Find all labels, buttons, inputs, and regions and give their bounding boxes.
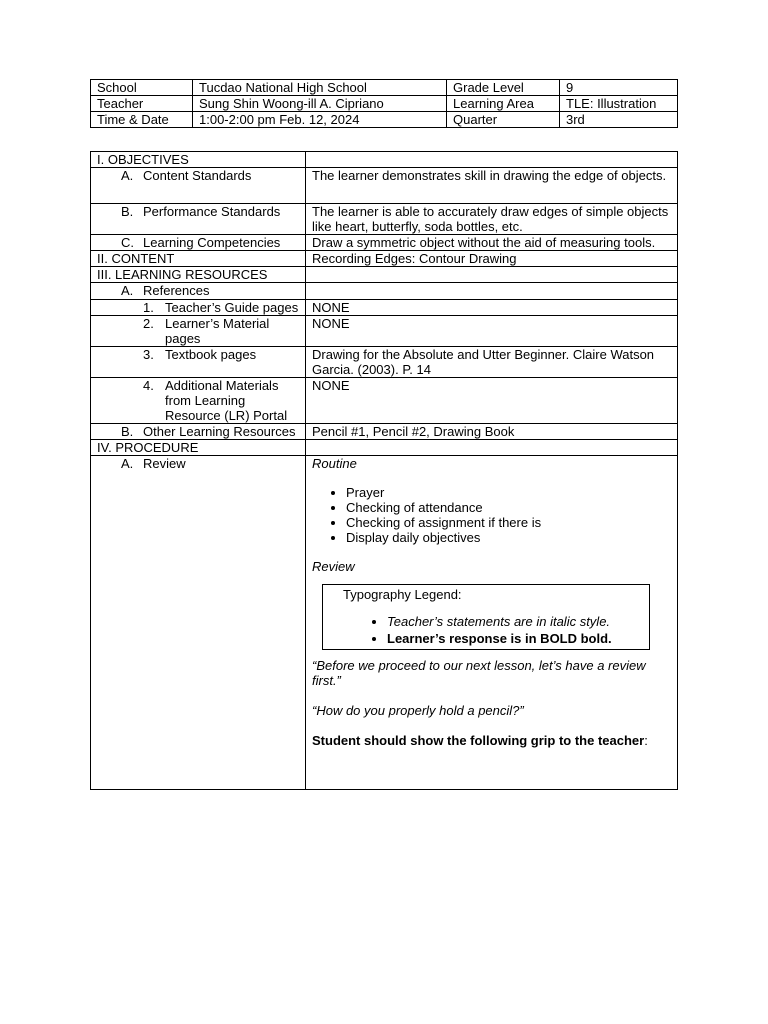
row-additional-materials	[91, 378, 678, 424]
textbook-value: Drawing for the Absolute and Utter Beginner. Claire Watson Garcia. (2003). P. 14	[306, 347, 678, 378]
header-row-school	[91, 80, 678, 96]
content-standards-letter: A.	[121, 168, 134, 183]
legend-italic-item: • Teacher’s statements are in italic style.	[387, 613, 649, 630]
additional-materials-num: 4.	[143, 378, 154, 393]
content-heading: II. CONTENT	[91, 251, 306, 267]
performance-standards-label: Performance Standards	[143, 204, 281, 219]
legend-list	[323, 613, 649, 647]
learning-competencies-value: Draw a symmetric object without the aid of measuring tools.	[306, 235, 678, 251]
row-other-resources	[91, 424, 678, 440]
textbook-num: 3.	[143, 347, 154, 362]
row-objectives	[91, 152, 678, 168]
routine-item: • Prayer	[346, 485, 671, 500]
performance-standards-value: The learner is able to accurately draw edges of simple objects like heart, butterfly, soda bottles, etc.	[306, 204, 678, 235]
header-row-time	[91, 112, 678, 128]
grade-level-value: 9	[560, 80, 678, 96]
row-review	[91, 456, 678, 790]
learning-area-label: Learning Area	[447, 96, 560, 112]
school-value: Tucdao National High School	[193, 80, 447, 96]
other-resources-value: Pencil #1, Pencil #2, Drawing Book	[306, 424, 678, 440]
header-row-teacher	[91, 96, 678, 112]
references-letter: A.	[121, 283, 134, 298]
row-teachers-guide	[91, 300, 678, 316]
content-standards-value: The learner demonstrates skill in drawing the edge of objects.	[306, 168, 678, 204]
row-content	[91, 251, 678, 267]
review-content	[306, 456, 678, 790]
teachers-guide-value: NONE	[306, 300, 678, 316]
row-performance-standards	[91, 204, 678, 235]
review-label: Review	[143, 456, 186, 471]
routine-item: • Checking of attendance	[346, 500, 671, 515]
teacher-label: Teacher	[91, 96, 193, 112]
grip-instruction	[312, 733, 671, 748]
grip-instruction-colon: :	[644, 733, 648, 748]
performance-standards-letter: B.	[121, 204, 134, 219]
learners-material-label: Learner’s Material pages	[165, 316, 270, 346]
row-learning-competencies	[91, 235, 678, 251]
lesson-plan-table	[90, 151, 678, 790]
quarter-label: Quarter	[447, 112, 560, 128]
procedure-heading: IV. PROCEDURE	[91, 440, 306, 456]
typography-legend-box	[322, 584, 650, 650]
row-procedure	[91, 440, 678, 456]
learners-material-value: NONE	[306, 316, 678, 347]
grip-instruction-text: Student should show the following grip to the teacher	[312, 733, 645, 748]
additional-materials-label: Additional Materials from Learning Resource (LR) Portal	[165, 378, 288, 423]
textbook-label: Textbook pages	[165, 347, 257, 362]
time-date-label: Time & Date	[91, 112, 193, 128]
learning-competencies-letter: C.	[121, 235, 134, 250]
teacher-quote-2: “How do you properly hold a pencil?”	[312, 703, 524, 718]
additional-materials-value: NONE	[306, 378, 678, 424]
row-learners-material	[91, 316, 678, 347]
content-standards-label: Content Standards	[143, 168, 252, 183]
legend-title: Typography Legend:	[343, 587, 462, 602]
legend-bold-item: • Learner’s response is in BOLD bold.	[387, 630, 649, 647]
teachers-guide-num: 1.	[143, 300, 154, 315]
row-references	[91, 283, 678, 300]
learning-resources-heading: III. LEARNING RESOURCES	[91, 267, 306, 283]
header-table	[90, 79, 678, 128]
time-date-value: 1:00-2:00 pm Feb. 12, 2024	[193, 112, 447, 128]
routine-list	[312, 485, 671, 545]
teachers-guide-label: Teacher’s Guide pages	[165, 300, 299, 315]
teacher-value: Sung Shin Woong-ill A. Cipriano	[193, 96, 447, 112]
references-label: References	[143, 283, 210, 298]
grade-level-label: Grade Level	[447, 80, 560, 96]
objectives-heading: I. OBJECTIVES	[91, 152, 306, 168]
row-textbook	[91, 347, 678, 378]
routine-item: • Display daily objectives	[346, 530, 671, 545]
quarter-value: 3rd	[560, 112, 678, 128]
teacher-quote-1: “Before we proceed to our next lesson, let’s have a review first.”	[312, 658, 646, 688]
school-label: School	[91, 80, 193, 96]
row-content-standards	[91, 168, 678, 204]
row-learning-resources	[91, 267, 678, 283]
review-heading: Review	[312, 559, 355, 574]
review-letter: A.	[121, 456, 134, 471]
learners-material-num: 2.	[143, 316, 154, 331]
routine-heading: Routine	[312, 456, 357, 471]
other-resources-letter: B.	[121, 424, 134, 439]
other-resources-label: Other Learning Resources	[143, 424, 296, 439]
learning-competencies-label: Learning Competencies	[143, 235, 281, 250]
routine-item: • Checking of assignment if there is	[346, 515, 671, 530]
learning-area-value: TLE: Illustration	[560, 96, 678, 112]
content-value: Recording Edges: Contour Drawing	[306, 251, 678, 267]
